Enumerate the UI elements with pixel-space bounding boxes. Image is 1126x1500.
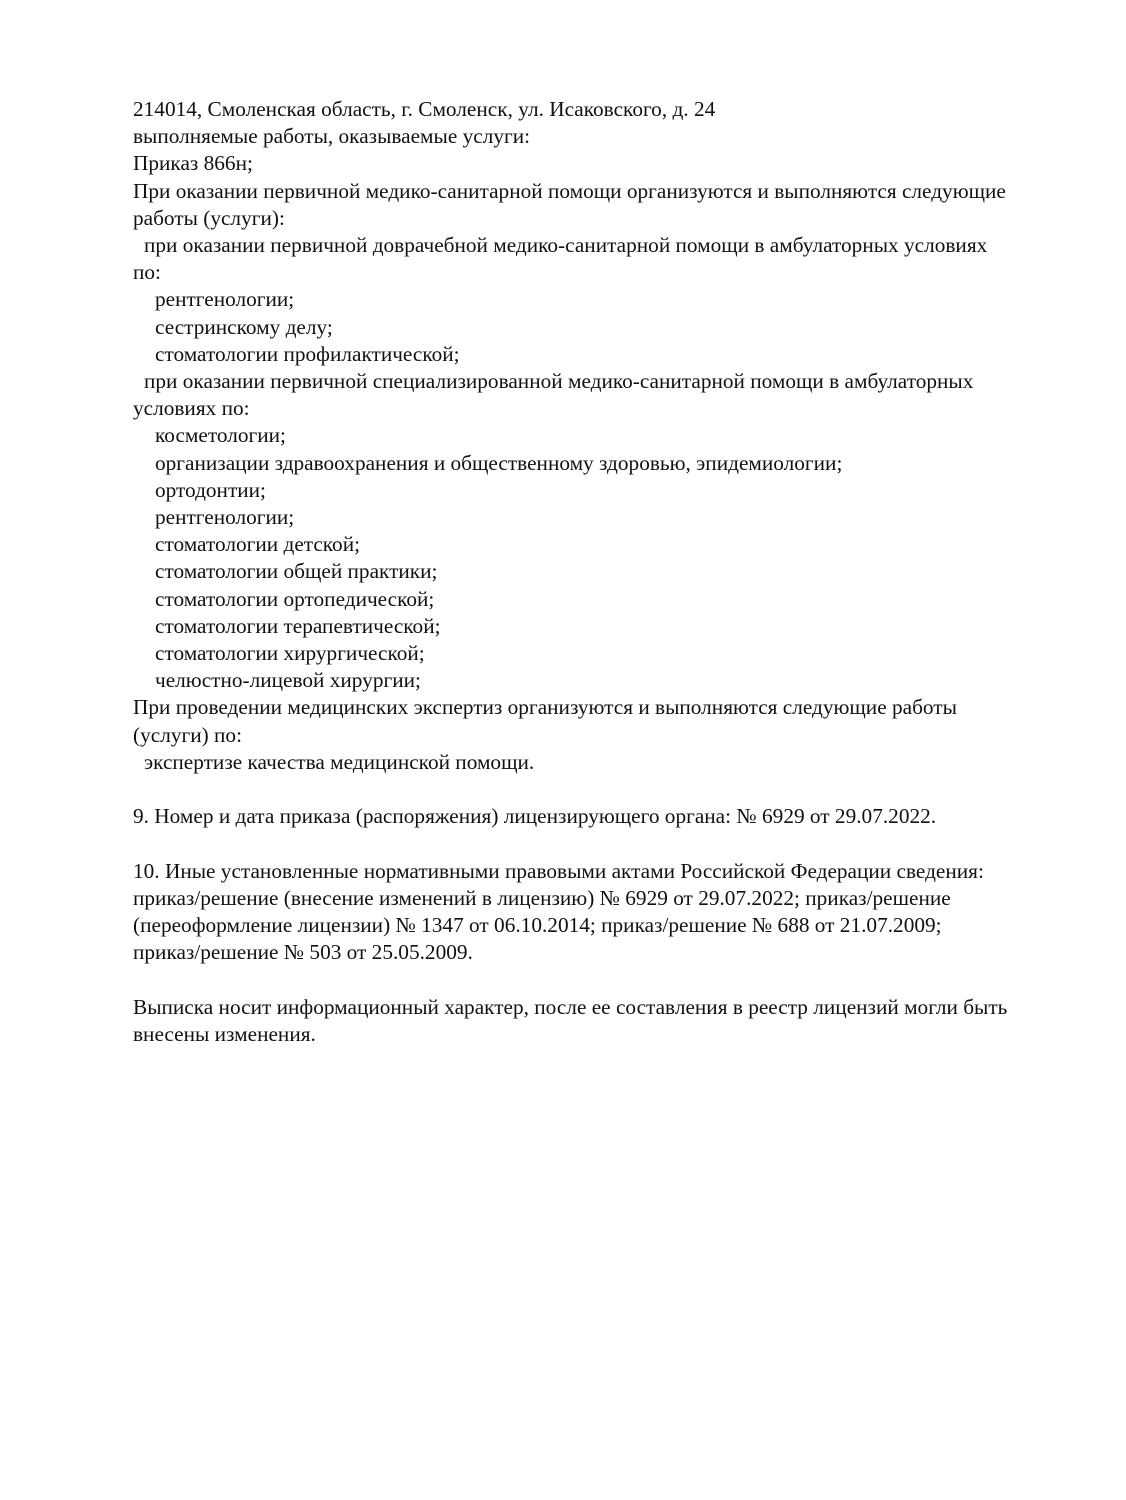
paragraph-spacer [133, 830, 1068, 857]
expertise-item: экспертизе качества медицинской помощи. [144, 749, 535, 774]
specialized-care-line-1: при оказании первичной специализированной медико-санитарной помощи в амбулаторных [144, 369, 974, 394]
list-item: челюстно-лицевой хирургии; [155, 668, 421, 693]
section-10-line-4: приказ/решение № 503 от 25.05.2009. [133, 940, 473, 965]
list-item: косметологии; [155, 423, 286, 448]
disclaimer-line-2: внесены изменения. [133, 1021, 316, 1046]
paragraph-spacer [133, 776, 1068, 803]
primary-care-intro-line-1: При оказании первичной медико-санитарной помощи организуются и выполняются следующие [133, 178, 1006, 203]
expertise-intro-line-1: При проведении медицинских экспертиз организуются и выполняются следующие работы [133, 695, 957, 720]
section-10-line-3: (переоформление лицензии) № 1347 от 06.10.2014; приказ/решение № 688 от 21.07.2009; [133, 913, 942, 938]
section-9-order-number: 9. Номер и дата приказа (распоряжения) лицензирующего органа: № 6929 от 29.07.2022. [133, 804, 937, 829]
list-item: стоматологии хирургической; [155, 641, 425, 666]
document-body [133, 96, 1068, 1048]
section-10-line-2: приказ/решение (внесение изменений в лицензию) № 6929 от 29.07.2022; приказ/решение [133, 885, 951, 910]
list-item: сестринскому делу; [155, 314, 333, 339]
works-heading: выполняемые работы, оказываемые услуги: [133, 124, 531, 149]
prehospital-care-line-1: при оказании первичной доврачебной медико-санитарной помощи в амбулаторных условиях [144, 233, 988, 258]
section-10-line-1: 10. Иные установленные нормативными правовыми актами Российской Федерации сведения: [133, 858, 984, 883]
list-item: рентгенологии; [155, 505, 295, 530]
disclaimer-line-1: Выписка носит информационный характер, после ее составления в реестр лицензий могли быть [133, 994, 1008, 1019]
list-item: рентгенологии; [155, 287, 295, 312]
primary-care-intro-line-2: работы (услуги): [133, 205, 285, 230]
list-item: организации здравоохранения и общественному здоровью, эпидемиологии; [155, 450, 843, 475]
list-item: ортодонтии; [155, 477, 266, 502]
paragraph-spacer [133, 966, 1068, 993]
prehospital-care-line-2: по: [133, 260, 161, 285]
order-reference: Приказ 866н; [133, 151, 253, 176]
list-item: стоматологии профилактической; [155, 341, 460, 366]
address: 214014, Смоленская область, г. Смоленск, ул. Исаковского, д. 24 [133, 97, 716, 121]
expertise-intro-line-2: (услуги) по: [133, 722, 242, 747]
specialized-care-line-2: условиях по: [133, 396, 250, 421]
list-item: стоматологии ортопедической; [155, 586, 435, 611]
list-item: стоматологии детской; [155, 532, 361, 557]
list-item: стоматологии общей практики; [155, 559, 438, 584]
list-item: стоматологии терапевтической; [155, 613, 441, 638]
